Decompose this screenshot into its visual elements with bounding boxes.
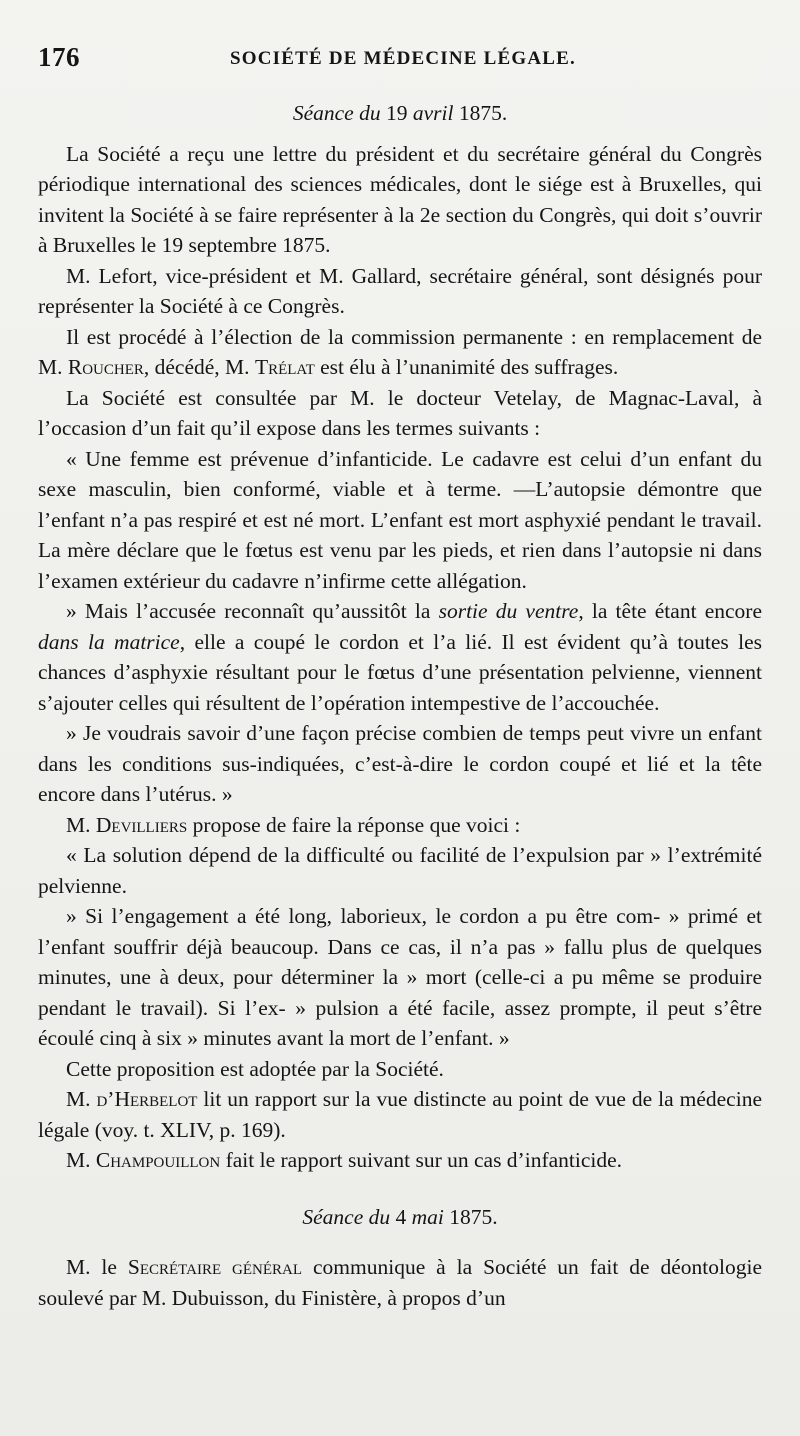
text-fragment: M. bbox=[66, 812, 91, 837]
paragraph-consultation: La Société est consultée par M. le docteur Vetelay, de Magnac-Laval, à l’occasion d’un fait qu’il expose dans les termes suivants : bbox=[38, 385, 762, 440]
person-name-champouillon: Champouillon bbox=[95, 1148, 221, 1172]
italic-phrase: dans la matrice bbox=[38, 629, 180, 654]
paragraph-election bbox=[38, 322, 762, 383]
session-month: mai bbox=[411, 1204, 444, 1229]
person-name-trelat: Trélat bbox=[254, 355, 315, 379]
person-name-roucher: Roucher bbox=[67, 355, 144, 379]
paragraph-secretary bbox=[38, 1252, 762, 1313]
session-year: 1875. bbox=[458, 101, 508, 125]
text-fragment: propose de faire la réponse que voici : bbox=[192, 812, 521, 837]
text-fragment: Il est procédé à l’élection de la commission permanente : en remplacement de M. bbox=[38, 324, 762, 379]
paragraph-case-description: « Une femme est prévenue d’infanticide. Le cadavre est celui d’un enfant du sexe masculin, bien conformé, viable et à terme. —L’autopsie démontre que l’enfant n’a pas respiré et est né mort. L’enfant est mort asphyxié pendant le travail. La mère déclare que le fœtus est venu par les pieds, et rien dans l’autopsie ni dans l’examen extérieur du cadavre n’infirme cette allégation. bbox=[38, 446, 762, 593]
text-fragment: communique à la Société un fait de déontologie soulevé par M. Dubuisson, du Finistère, à propos d’un bbox=[38, 1255, 763, 1310]
text-fragment: lit un rapport sur la vue distincte au point de vue de la médecine légale (voy. t. XLIV, p. 169). bbox=[38, 1087, 762, 1142]
text-fragment: » Mais l’accusée reconnaît qu’aussitôt la bbox=[66, 599, 431, 623]
session-label: Séance du bbox=[302, 1204, 391, 1229]
session-heading-april bbox=[38, 98, 762, 129]
running-head: SOCIÉTÉ DE MÉDECINE LÉGALE. bbox=[230, 48, 576, 69]
italic-phrase: sortie du ventre bbox=[438, 599, 579, 623]
text-fragment: , elle a coupé le cordon et l’a lié. Il est évident qu’à toutes les chances d’asphyxie résultant pour le fœtus d’une présentation pelvienne, viennent s’ajouter celles qui résultent de l’opération intempestive de l’accouchée. bbox=[38, 629, 762, 715]
text-fragment: M. bbox=[66, 1148, 91, 1172]
page-header bbox=[38, 42, 760, 78]
session-month: avril bbox=[412, 101, 454, 125]
text-fragment: , la tête étant encore bbox=[578, 599, 762, 623]
paragraph-accused-statement bbox=[38, 596, 762, 718]
paragraph-delegates: M. Lefort, vice-président et M. Gallard, secrétaire général, sont désignés pour représenter la Société à ce Congrès. bbox=[38, 263, 762, 318]
text-fragment: est élu à l’unanimité des suffrages. bbox=[320, 355, 619, 379]
text-fragment: , décédé, M. bbox=[143, 355, 250, 379]
page-number: 176 bbox=[38, 42, 80, 72]
session-label: Séance du bbox=[292, 101, 381, 125]
title-secretaire-general: Secrétaire général bbox=[127, 1255, 303, 1279]
paragraph-devilliers bbox=[38, 810, 762, 841]
person-name-herbelot: d’Herbelot bbox=[96, 1087, 198, 1111]
text-fragment: fait le rapport suivant sur un cas d’infanticide. bbox=[225, 1148, 623, 1172]
paragraph-congress-letter: La Société a reçu une lettre du président et du secrétaire général du Congrès périodique international des sciences médicales, dont le siége est à Bruxelles, qui invitent la Société à se faire représenter à la 2e section du Congrès, qui doit s’ouvrir à Bruxelles le 19 septembre 1875. bbox=[38, 141, 762, 257]
paragraph-answer-part2: » Si l’engagement a été long, laborieux, le cordon a pu être com- » primé et l’enfant souffrir déjà beaucoup. Dans ce cas, il n’a pas » fallu plus de quelques minutes, une à deux, pour déterminer la » mort (celle-ci a pu même se produire pendant le travail). Si l’ex- » pulsion a été facile, assez prompte, il peut s’être écoulé cinq à six » minutes avant la mort de l’enfant. » bbox=[38, 904, 762, 1050]
session-year: 1875. bbox=[449, 1204, 498, 1229]
page-body bbox=[38, 92, 762, 1313]
text-fragment: M. le bbox=[66, 1255, 117, 1279]
paragraph-herbelot bbox=[38, 1084, 762, 1145]
person-name-devilliers: Devilliers bbox=[95, 812, 188, 837]
paragraph-answer-part1: « La solution dépend de la difficulté ou facilité de l’expulsion par » l’extrémité pelvienne. bbox=[38, 843, 762, 898]
session-heading-may bbox=[38, 1202, 762, 1233]
text-fragment: M. bbox=[66, 1087, 91, 1111]
paragraph-question: » Je voudrais savoir d’une façon précise combien de temps peut vivre un enfant dans les conditions sus-indiquées, c’est-à-dire le cordon coupé et lié et la tête encore dans l’utérus. » bbox=[38, 721, 762, 806]
paragraph-champouillon bbox=[38, 1145, 762, 1176]
session-day: 4 bbox=[395, 1204, 407, 1229]
paragraph-adopted: Cette proposition est adoptée par la Société. bbox=[66, 1056, 444, 1081]
session-day: 19 bbox=[385, 101, 408, 125]
